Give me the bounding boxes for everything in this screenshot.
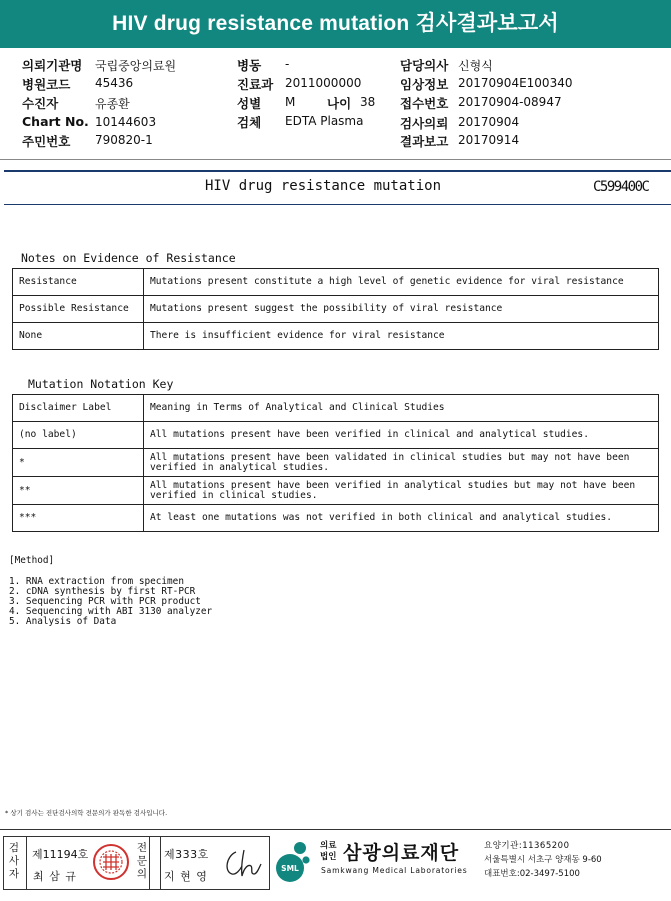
chart-no-value: 10144603: [95, 115, 157, 129]
age-label: 나이: [327, 96, 352, 111]
corp-type: 의료: [320, 841, 337, 851]
specialist-label-char: 의: [136, 868, 148, 880]
notes-text-cell: Mutations present constitute a high level of genetic evidence for viral resistance: [144, 269, 659, 296]
method-step: 4. Sequencing with ABI 3130 analyzer: [9, 606, 213, 617]
method-title: [Method]: [9, 555, 55, 566]
doctor-label: 담당의사: [400, 58, 449, 73]
institution-label: 의뢰기관명: [22, 58, 83, 73]
inspector-label-char: 사: [8, 855, 20, 867]
report-code: C599400C: [593, 179, 649, 195]
divider: [0, 829, 671, 830]
patient-name-value: 유종환: [95, 97, 130, 111]
receipt-no-label: 접수번호: [400, 96, 449, 111]
request-date-label: 검사의뢰: [400, 116, 449, 131]
method-step: 1. RNA extraction from specimen: [9, 576, 184, 587]
corp-address: 서울특별시 서초구 양재동 9-60: [484, 855, 602, 865]
key-label-cell: ***: [13, 505, 144, 532]
divider: [4, 204, 671, 205]
stamp-seal-icon: [92, 843, 130, 881]
corp-name: 삼광의료재단: [343, 842, 460, 864]
specialist-label-char: 전: [136, 842, 148, 854]
inspector-label-char: 자: [8, 868, 20, 880]
key-table: [12, 394, 659, 532]
report-date-value: 20170914: [458, 133, 520, 147]
specialist-license-no: 제333호: [164, 848, 209, 861]
age-value: 38: [360, 95, 376, 109]
corp-type: 법인: [320, 852, 337, 862]
divider: [160, 836, 161, 889]
divider: [4, 170, 671, 172]
request-date-value: 20170904: [458, 115, 520, 129]
doctor-value: 신형식: [458, 59, 493, 73]
notes-text-cell: Mutations present suggest the possibility of viral resistance: [144, 296, 659, 323]
resident-no-value: 790820-1: [95, 133, 153, 147]
key-label-cell: *: [13, 449, 144, 477]
corp-phone: 대표번호:02-3497-5100: [484, 869, 580, 879]
notes-label-cell: None: [13, 323, 144, 350]
key-label-cell: **: [13, 477, 144, 505]
table-row: [13, 449, 659, 477]
dept-label: 진료과: [237, 77, 274, 92]
key-text-cell: All mutations present have been verified in analytical studies but may not have been verified in clinical studies.: [144, 477, 659, 505]
specialist-label-char: 문: [136, 855, 148, 867]
key-text-cell: All mutations present have been validated in clinical studies but may not have been verified in analytical studies.: [144, 449, 659, 477]
table-row: [13, 323, 659, 350]
divider: [149, 836, 150, 889]
notes-text-cell: There is insufficient evidence for viral resistance: [144, 323, 659, 350]
key-text-cell: At least one mutations was not verified in both clinical and analytical studies.: [144, 505, 659, 532]
institution-value: 국립중앙의료원: [95, 59, 177, 73]
receipt-no-value: 20170904-08947: [458, 95, 562, 109]
inspector-label-char: 검: [8, 842, 20, 854]
resident-no-label: 주민번호: [22, 134, 71, 149]
report-banner-title: HIV drug resistance mutation 검사결과보고서: [0, 0, 671, 48]
notes-section-title: Notes on Evidence of Resistance: [21, 251, 236, 265]
inspector-license-no: 제11194호: [32, 848, 89, 861]
divider: [0, 159, 671, 160]
corp-english-name: Samkwang Medical Laboratories: [321, 866, 468, 875]
signature-icon: [220, 846, 264, 882]
table-row: [13, 395, 659, 422]
key-section-title: Mutation Notation Key: [28, 377, 174, 391]
key-label-cell: (no label): [13, 422, 144, 449]
key-text-cell: Meaning in Terms of Analytical and Clinical Studies: [144, 395, 659, 422]
sml-logo-text: SML: [281, 864, 299, 873]
report-date-label: 결과보고: [400, 134, 449, 149]
sex-value: M: [285, 95, 296, 109]
ward-value: -: [285, 57, 290, 71]
inspector-name: 최 삼 규: [33, 870, 77, 883]
hospital-code-value: 45436: [95, 76, 134, 90]
table-row: [13, 505, 659, 532]
specimen-label: 검체: [237, 115, 262, 130]
specialist-name: 지 현 영: [164, 870, 208, 883]
corp-code: 요양기관:11365200: [484, 841, 570, 851]
table-row: [13, 269, 659, 296]
clinical-info-value: 20170904E100340: [458, 76, 573, 90]
method-step: 2. cDNA synthesis by first RT-PCR: [9, 586, 196, 597]
key-label-cell: Disclaimer Label: [13, 395, 144, 422]
method-step: 3. Sequencing PCR with PCR product: [9, 596, 201, 607]
method-step: 5. Analysis of Data: [9, 616, 117, 627]
chart-no-label: Chart No.: [22, 114, 89, 129]
notes-label-cell: Possible Resistance: [13, 296, 144, 323]
ward-label: 병동: [237, 58, 262, 73]
report-title: HIV drug resistance mutation: [205, 178, 442, 194]
clinical-info-label: 임상정보: [400, 77, 449, 92]
table-row: [13, 477, 659, 505]
specimen-value: EDTA Plasma: [285, 114, 364, 128]
table-row: [13, 422, 659, 449]
sml-logo-icon: [270, 836, 312, 888]
notes-table: [12, 268, 659, 350]
footer-note: * 상기 검사는 진단검사의학 전문의가 판독한 검사입니다.: [5, 809, 168, 817]
hospital-code-label: 병원코드: [22, 77, 71, 92]
notes-label-cell: Resistance: [13, 269, 144, 296]
key-text-cell: All mutations present have been verified in clinical and analytical studies.: [144, 422, 659, 449]
patient-name-label: 수진자: [22, 96, 59, 111]
divider: [26, 836, 27, 889]
dept-value: 2011000000: [285, 76, 362, 90]
table-row: [13, 296, 659, 323]
sex-label: 성별: [237, 96, 262, 111]
